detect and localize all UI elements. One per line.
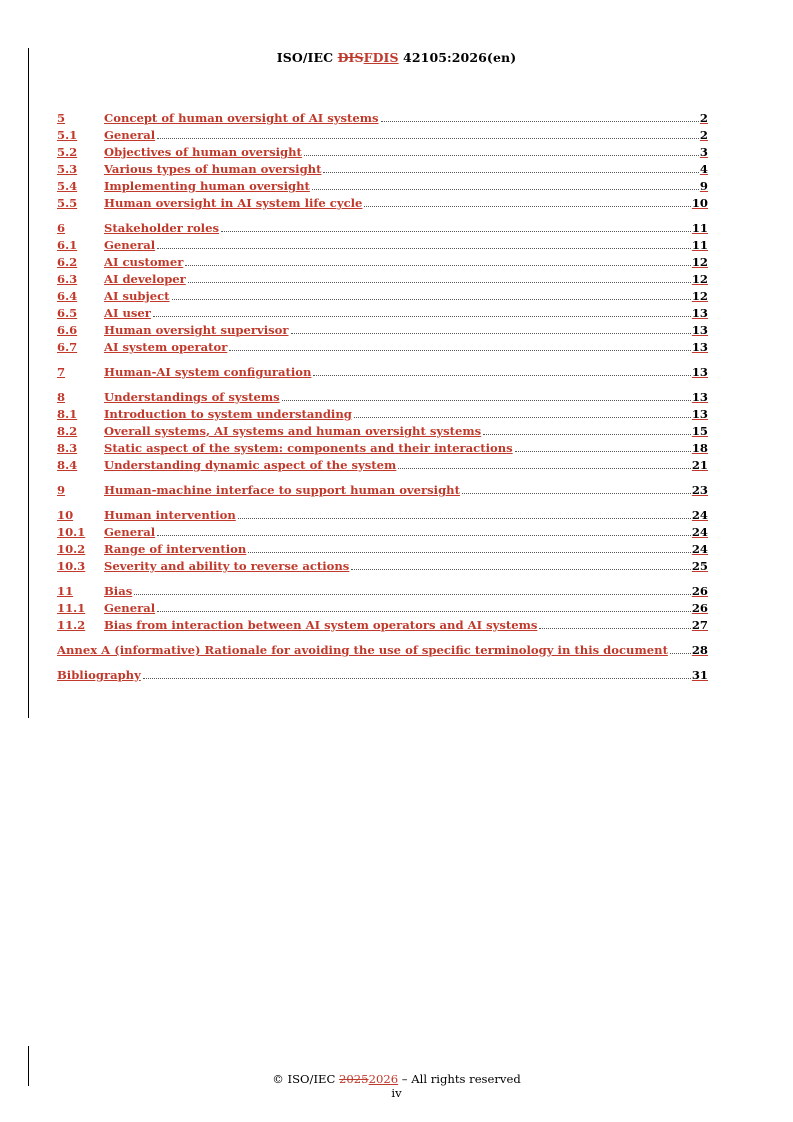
toc-entry-number: 8.3 (57, 441, 78, 455)
toc-dot-leader (172, 299, 691, 300)
toc-entry[interactable] (57, 142, 708, 159)
toc-entry-page: 24 (691, 508, 708, 522)
toc-entry-title: Introduction to system understanding (104, 407, 352, 421)
toc-dot-leader (462, 493, 691, 494)
toc-entry-title: Various types of human oversight (104, 162, 322, 176)
toc-entry-number: 5.5 (57, 196, 78, 210)
toc-entry-number: 9 (57, 483, 66, 497)
header-prefix: ISO/IEC (276, 50, 338, 65)
toc-entry-number: 8.2 (57, 424, 78, 438)
toc-entry-page: 9 (699, 179, 708, 193)
toc-entry-number: 5.3 (57, 162, 78, 176)
toc-entry-title: Range of intervention (104, 542, 247, 556)
toc-entry-page: 31 (691, 668, 708, 682)
toc-entry[interactable] (57, 337, 708, 354)
toc-dot-leader (291, 333, 691, 334)
toc-entry-number: 8.4 (57, 458, 78, 472)
toc-dot-leader (188, 282, 691, 283)
toc-dot-leader (312, 189, 699, 190)
toc-entry-number: 10.2 (57, 542, 86, 556)
toc-entry-title: Concept of human oversight of AI systems (104, 111, 379, 125)
header-inserted-text: FDIS (363, 50, 399, 65)
toc-dot-leader (304, 155, 699, 156)
toc-entry-title: Understandings of systems (104, 390, 280, 404)
toc-entry-page: 27 (691, 618, 708, 632)
toc-entry[interactable] (57, 193, 708, 210)
toc-entry[interactable] (57, 539, 708, 556)
toc-dot-leader (282, 400, 691, 401)
toc-entry-page: 11 (691, 221, 708, 235)
toc-entry-title: AI user (104, 306, 151, 320)
footer-suffix: – All rights reserved (398, 1072, 521, 1086)
toc-entry-page: 25 (691, 559, 708, 573)
toc-entry[interactable] (57, 235, 708, 252)
toc-entry-title: Bibliography (57, 668, 141, 682)
toc-entry[interactable] (57, 125, 708, 142)
toc-dot-leader (483, 434, 691, 435)
toc-entry-page: 28 (691, 643, 708, 657)
toc-entry-page: 24 (691, 525, 708, 539)
toc-entry-number: 5.1 (57, 128, 78, 142)
toc-dot-leader (539, 628, 690, 629)
toc-entry-title: AI subject (104, 289, 170, 303)
toc-entry[interactable] (57, 252, 708, 269)
toc-entry-page: 24 (691, 542, 708, 556)
footer-deleted-year: 2025 (339, 1072, 369, 1086)
toc-entry-title: General (104, 238, 156, 252)
toc-dot-leader (221, 231, 691, 232)
toc-entry[interactable] (57, 404, 708, 421)
toc-entry-page: 4 (699, 162, 708, 176)
toc-entry-number: 8 (57, 390, 66, 404)
toc-entry[interactable] (57, 320, 708, 337)
toc-dot-leader (185, 265, 691, 266)
toc-entry-number: 6.5 (57, 306, 78, 320)
toc-entry-title: Annex A (informative) Rationale for avoiding the use of specific terminology in this document (57, 643, 668, 657)
toc-entry-page: 23 (691, 483, 708, 497)
toc-entry-page: 21 (691, 458, 708, 472)
toc-entry-page: 12 (691, 255, 708, 269)
toc-entry-title: Human-AI system configuration (104, 365, 312, 379)
footer-inserted-year: 2026 (368, 1072, 399, 1086)
toc-entry-page: 13 (691, 390, 708, 404)
toc-entry-title: Bias (104, 584, 133, 598)
toc-entry-title: Human intervention (104, 508, 236, 522)
toc-dot-leader (157, 535, 691, 536)
page-number: iv (391, 1086, 402, 1100)
toc-entry[interactable] (57, 522, 708, 539)
toc-dot-leader (670, 653, 691, 654)
toc-entry-title: Stakeholder roles (104, 221, 219, 235)
toc-entry-title: General (104, 525, 156, 539)
toc-dot-leader (238, 518, 691, 519)
toc-entry-number: 11.1 (57, 601, 86, 615)
toc-entry[interactable] (57, 176, 708, 193)
toc-entry-title: Implementing human oversight (104, 179, 310, 193)
toc-dot-leader (157, 138, 699, 139)
toc-dot-leader (248, 552, 691, 553)
toc-entry-page: 2 (699, 111, 708, 125)
toc-entry-page: 13 (691, 340, 708, 354)
change-bar-top (28, 48, 29, 718)
toc-dot-leader (313, 375, 690, 376)
toc-entry[interactable] (57, 615, 708, 632)
toc-entry[interactable] (57, 387, 708, 404)
document-header (0, 50, 793, 65)
toc-entry-page: 13 (691, 323, 708, 337)
toc-entry[interactable] (57, 159, 708, 176)
toc-dot-leader (153, 316, 691, 317)
toc-entry-number: 11 (57, 584, 74, 598)
toc-entry[interactable] (57, 269, 708, 286)
toc-entry-title: AI system operator (104, 340, 228, 354)
toc-entry[interactable] (57, 505, 708, 522)
toc-entry-page: 26 (691, 601, 708, 615)
page-footer (0, 1072, 793, 1100)
toc-entry-title: Human oversight in AI system life cycle (104, 196, 363, 210)
toc-entry-number: 10.3 (57, 559, 86, 573)
toc-entry-number: 8.1 (57, 407, 78, 421)
toc-entry-title: Severity and ability to reverse actions (104, 559, 350, 573)
toc-entry-number: 6.2 (57, 255, 78, 269)
toc-entry-title: Human-machine interface to support human oversight (104, 483, 460, 497)
toc-entry[interactable] (57, 218, 708, 235)
toc-entry[interactable] (57, 303, 708, 320)
toc-entry[interactable] (57, 581, 708, 598)
toc-dot-leader (323, 172, 698, 173)
toc-dot-leader (515, 451, 691, 452)
toc-entry[interactable] (57, 438, 708, 455)
table-of-contents (57, 108, 708, 682)
toc-entry-title: Overall systems, AI systems and human oversight systems (104, 424, 482, 438)
toc-entry-title: AI developer (104, 272, 186, 286)
toc-entry-number: 6.6 (57, 323, 78, 337)
toc-dot-leader (364, 206, 690, 207)
toc-entry-page: 12 (691, 272, 708, 286)
toc-entry-page: 10 (691, 196, 708, 210)
toc-entry-page: 26 (691, 584, 708, 598)
header-deleted-text: DIS (337, 50, 364, 65)
toc-entry-title: Understanding dynamic aspect of the system (104, 458, 397, 472)
toc-entry-number: 10 (57, 508, 74, 522)
footer-prefix: © ISO/IEC (272, 1072, 340, 1086)
toc-entry-number: 5.2 (57, 145, 78, 159)
toc-entry-page: 3 (699, 145, 708, 159)
toc-entry[interactable] (57, 455, 708, 472)
toc-entry[interactable] (57, 640, 708, 657)
toc-entry-page: 2 (699, 128, 708, 142)
toc-entry-title: Static aspect of the system: components and their interactions (104, 441, 513, 455)
toc-dot-leader (143, 678, 691, 679)
toc-entry-page: 13 (691, 365, 708, 379)
toc-dot-leader (351, 569, 691, 570)
toc-entry-title: Human oversight supervisor (104, 323, 289, 337)
toc-entry-title: Bias from interaction between AI system operators and AI systems (104, 618, 538, 632)
header-suffix: 42105:2026(en) (398, 50, 517, 65)
toc-entry[interactable] (57, 108, 708, 125)
toc-entry-number: 5 (57, 111, 66, 125)
toc-entry-number: 6.4 (57, 289, 78, 303)
toc-entry[interactable] (57, 286, 708, 303)
toc-entry-page: 13 (691, 306, 708, 320)
toc-entry-number: 7 (57, 365, 66, 379)
toc-entry-page: 13 (691, 407, 708, 421)
copyright-line (0, 1072, 793, 1086)
toc-entry-title: Objectives of human oversight (104, 145, 302, 159)
toc-entry[interactable] (57, 362, 708, 379)
toc-entry-page: 12 (691, 289, 708, 303)
toc-dot-leader (354, 417, 691, 418)
toc-entry[interactable] (57, 598, 708, 615)
toc-entry-title: General (104, 128, 156, 142)
toc-dot-leader (381, 121, 699, 122)
toc-dot-leader (134, 594, 691, 595)
toc-entry[interactable] (57, 480, 708, 497)
toc-dot-leader (157, 611, 691, 612)
toc-entry-number: 6 (57, 221, 66, 235)
toc-entry-number: 6.1 (57, 238, 78, 252)
toc-entry-page: 18 (691, 441, 708, 455)
toc-dot-leader (157, 248, 691, 249)
toc-dot-leader (229, 350, 691, 351)
toc-entry-page: 15 (691, 424, 708, 438)
toc-entry[interactable] (57, 556, 708, 573)
toc-entry-page: 11 (691, 238, 708, 252)
toc-entry[interactable] (57, 421, 708, 438)
toc-entry-title: AI customer (104, 255, 184, 269)
toc-entry-number: 6.3 (57, 272, 78, 286)
toc-dot-leader (398, 468, 691, 469)
toc-entry[interactable] (57, 665, 708, 682)
toc-entry-number: 5.4 (57, 179, 78, 193)
toc-entry-number: 10.1 (57, 525, 86, 539)
toc-entry-number: 6.7 (57, 340, 78, 354)
toc-entry-title: General (104, 601, 156, 615)
toc-entry-number: 11.2 (57, 618, 86, 632)
